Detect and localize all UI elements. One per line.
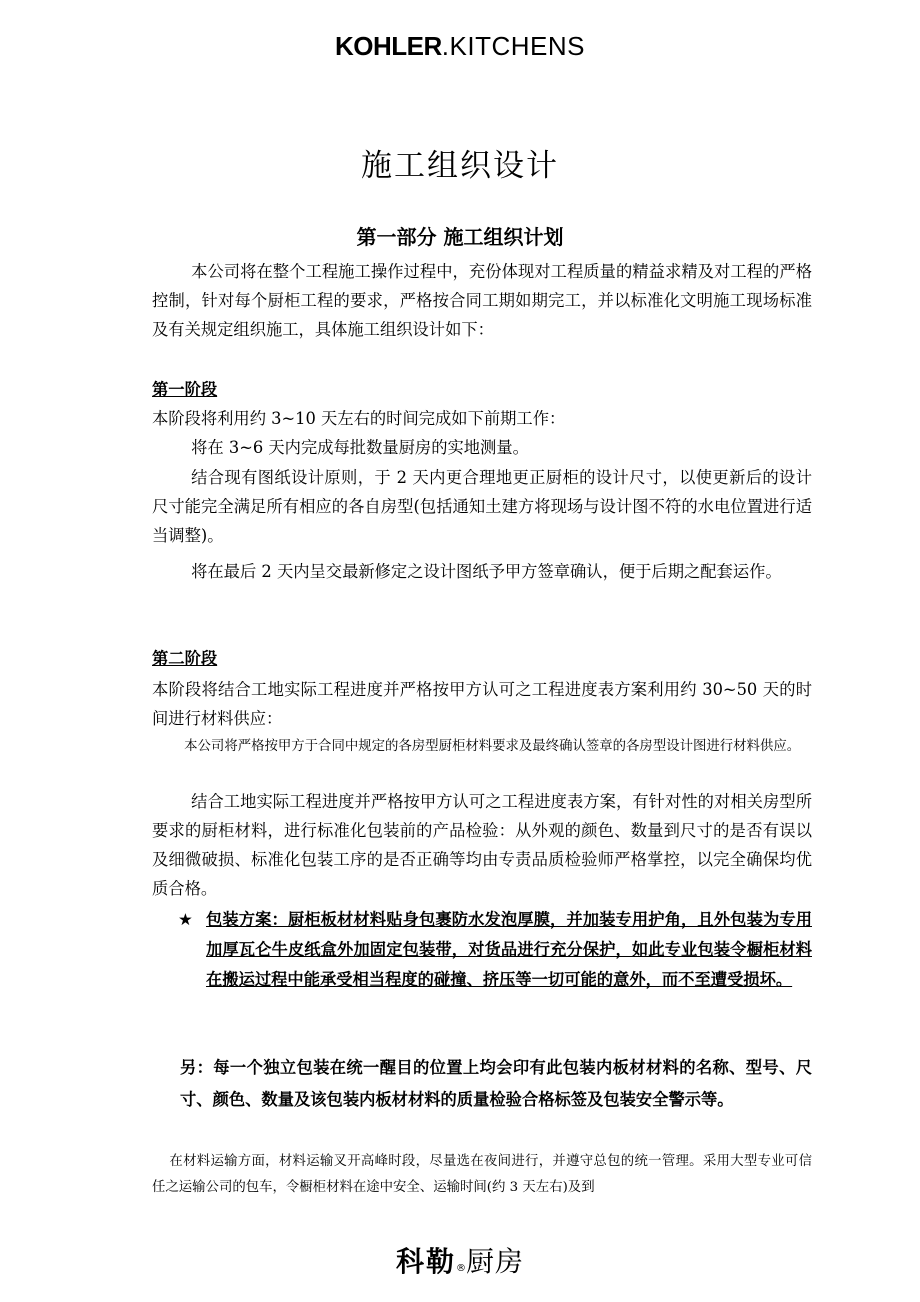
stage1-item-3: 将在最后 2 天内呈交最新修定之设计图纸予甲方签章确认，便于后期之配套运作。: [191, 562, 782, 581]
kohler-chinese-logo: [0, 1242, 920, 1289]
packaging-plan: [178, 905, 812, 995]
kohler-kitchens-logo: [0, 30, 920, 62]
packaging-text: 包装方案：厨柜板材材料贴身包裹防水发泡厚膜，并加装专用护角，且外包装为专用加厚瓦仑牛皮纸盒外加固定包装带，对货品进行充分保护，如此专业包装令橱柜材料在搬运过程中能承受相当程度的碰撞、挤压等一切可能的意外，而不至遭受损坏。: [206, 910, 812, 989]
registered-mark: ®: [456, 1263, 466, 1274]
stage2-heading: 第二阶段: [152, 649, 218, 668]
transport-paragraph: 在材料运输方面，材料运输叉开高峰时段，尽量选在夜间进行，并遵守总包的统一管理。采用大型专业可信任之运输公司的包车，令橱柜材料在途中安全、运输时间(约 3 天左右)及到: [152, 1154, 812, 1195]
stage2-item: 结合工地实际工程进度并严格按甲方认可之工程进度表方案，有针对性的对相关房型所要求的厨柜材料，进行标准化包装前的产品检验：从外观的颜色、数量到尺寸的是否有误以及细微破损、标准化包装工序的是否正确等均由专责品质检验师严格掌控，以完全确保均优质合格。: [152, 792, 812, 898]
stage2-item-small: 本公司将严格按甲方于合同中规定的各房型厨柜材料要求及最终确认签章的各房型设计图进行材料供应。: [184, 739, 801, 754]
intro-paragraph: 本公司将在整个工程施工操作过程中，充份体现对工程质量的精益求精及对工程的严格控制，针对每个厨柜工程的要求，严格按合同工期如期完工，并以标准化文明施工现场标准及有关规定组织施工，具体施工组织设计如下：: [152, 262, 812, 339]
star-icon: ★: [178, 910, 193, 929]
document-title: 施工组织设计: [361, 148, 559, 184]
logo-brand-bold: KOHLER: [335, 31, 442, 61]
stage1-item-1: 将在 3~6 天内完成每批数量厨房的实地测量。: [191, 438, 529, 457]
footer-brand-light: 厨房: [466, 1245, 525, 1278]
footer-brand-bold: 科勒: [395, 1245, 456, 1278]
packaging-note: 另：每一个独立包装在统一醒目的位置上均会印有此包装内板材材料的名称、型号、尺寸、颜色、数量及该包装内板材材料的质量检验合格标签及包装安全警示等。: [180, 1058, 812, 1109]
part-title: 第一部分 施工组织计划: [356, 225, 564, 249]
stage1-heading: 第一阶段: [152, 380, 218, 399]
logo-brand-light: .KITCHENS: [441, 31, 585, 61]
stage1-item-2: 结合现有图纸设计原则，于 2 天内更合理地更正厨柜的设计尺寸，以使更新后的设计尺寸能完全满足所有相应的各自房型(包括通知土建方将现场与设计图不符的水电位置进行适当调整)。: [152, 468, 812, 545]
stage2-lead: 本阶段将结合工地实际工程进度并严格按甲方认可之工程进度表方案利用约 30~50 天的时间进行材料供应：: [152, 680, 812, 728]
stage1-lead: 本阶段将利用约 3~10 天左右的时间完成如下前期工作：: [152, 409, 566, 428]
